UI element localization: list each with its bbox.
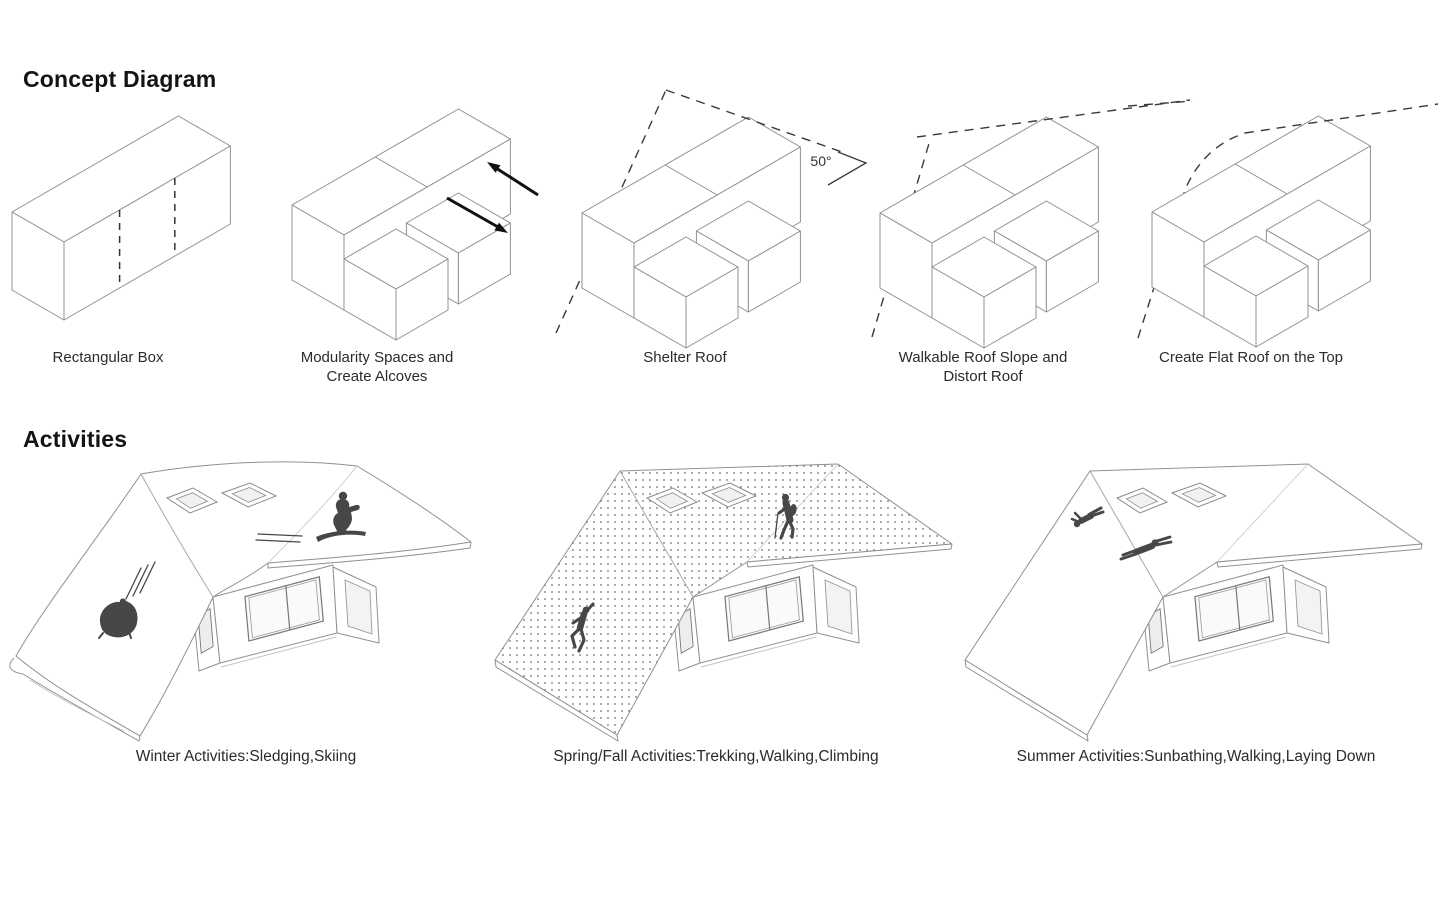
- scene-caption-springfall: Spring/Fall Activities:Trekking,Walking,Climbing: [553, 748, 879, 765]
- step-label-1: Rectangular Box: [52, 349, 164, 366]
- scene-winter-house: [0, 450, 500, 780]
- scene-caption-summer: Summer Activities:Sunbathing,Walking,Laying Down: [1016, 748, 1376, 765]
- concept-step-shelter-roof: [548, 82, 870, 350]
- step-label-3: Shelter Roof: [643, 349, 727, 366]
- concept-step-modularity: [288, 95, 550, 345]
- roof-angle-value: 50°: [810, 153, 832, 169]
- incoming-dashed-line: [1128, 101, 1192, 106]
- step-label-5: Create Flat Roof on the Top: [1159, 349, 1343, 366]
- activities-section-title: Activities: [23, 426, 128, 452]
- concept-step-rectangular-box: [10, 110, 232, 322]
- step-label-4: Walkable Roof Slope and Distort Roof: [898, 349, 1068, 385]
- concept-section-title: Concept Diagram: [23, 66, 217, 92]
- scene-caption-winter: Winter Activities:Sledging,Skiing: [135, 748, 357, 765]
- scene-summer-house: [950, 450, 1440, 780]
- step-label-2: Modularity Spaces and Create Alcoves: [300, 349, 454, 385]
- concept-step-flat-roof: [1128, 85, 1440, 351]
- scene-springfall-house: [480, 450, 970, 780]
- flat-top-dashed-line: [1245, 104, 1438, 133]
